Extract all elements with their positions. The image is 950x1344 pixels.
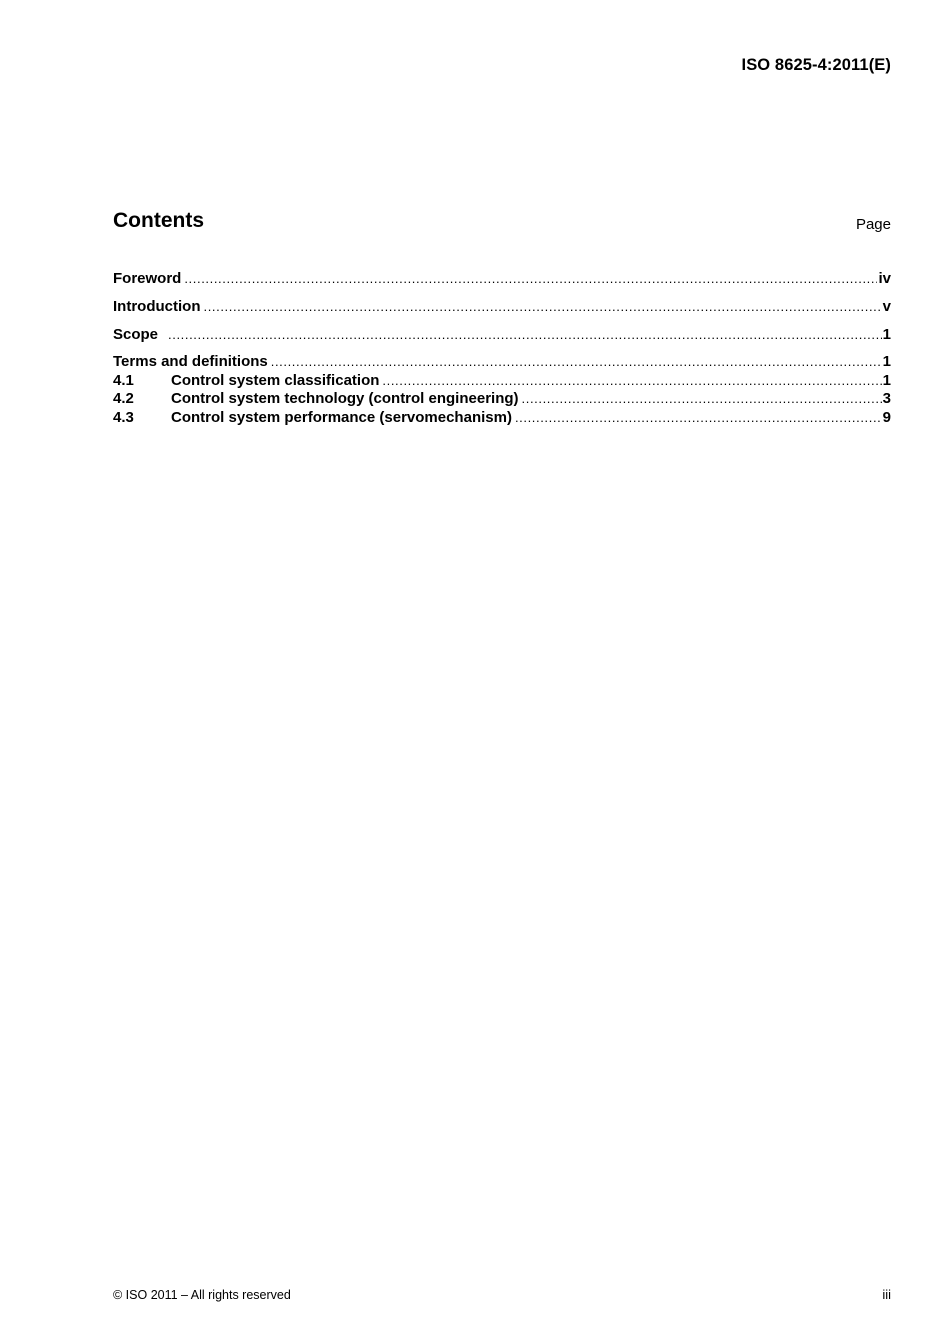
footer-copyright: © ISO 2011 – All rights reserved — [113, 1288, 291, 1302]
toc-entry-number: 4.1 — [113, 372, 134, 389]
toc-dot-leader — [184, 270, 877, 288]
toc-entry-page: 1 — [882, 353, 891, 370]
toc-dot-leader — [382, 372, 881, 390]
toc-dot-leader — [168, 326, 882, 344]
toc-entry-4-3[interactable] — [113, 409, 891, 427]
toc-entry-4-2[interactable] — [113, 390, 891, 408]
toc-entry-scope[interactable] — [113, 326, 891, 344]
toc-entry-title: Terms and definitions — [113, 353, 268, 370]
toc-dot-leader — [271, 353, 882, 371]
toc-dot-leader — [515, 409, 882, 427]
footer-page-number: iii — [882, 1287, 891, 1302]
toc-dot-leader — [522, 390, 882, 408]
toc-entry-title: Control system technology (control engineering) — [171, 390, 519, 407]
toc-entry-terms-and-definitions[interactable] — [113, 353, 891, 371]
contents-heading: Contents — [113, 209, 204, 232]
toc-entry-title: Introduction — [113, 298, 201, 315]
toc-entry-page: 9 — [882, 409, 891, 426]
toc-entry-title: Control system classification — [171, 372, 380, 389]
toc-entry-page: iv — [878, 270, 891, 287]
toc-entry-foreword[interactable] — [113, 270, 891, 288]
toc-entry-introduction[interactable] — [113, 298, 891, 316]
toc-entry-number: 4.2 — [113, 390, 134, 407]
toc-entry-page: 1 — [882, 372, 891, 389]
toc-entry-title: Foreword — [113, 270, 182, 287]
toc-entry-page: v — [882, 298, 891, 315]
toc-dot-leader — [203, 298, 881, 316]
toc-entry-title: Control system performance (servomechanism) — [171, 409, 512, 426]
page-column-label: Page — [855, 216, 891, 233]
toc-entry-number: 4.3 — [113, 409, 134, 426]
toc-entry-page: 1 — [882, 326, 891, 343]
toc-entry-page: 3 — [882, 390, 891, 407]
toc-entry-4-1[interactable] — [113, 372, 891, 390]
toc-entry-title: Scope — [113, 326, 159, 343]
document-identifier: ISO 8625-4:2011(E) — [741, 56, 891, 74]
